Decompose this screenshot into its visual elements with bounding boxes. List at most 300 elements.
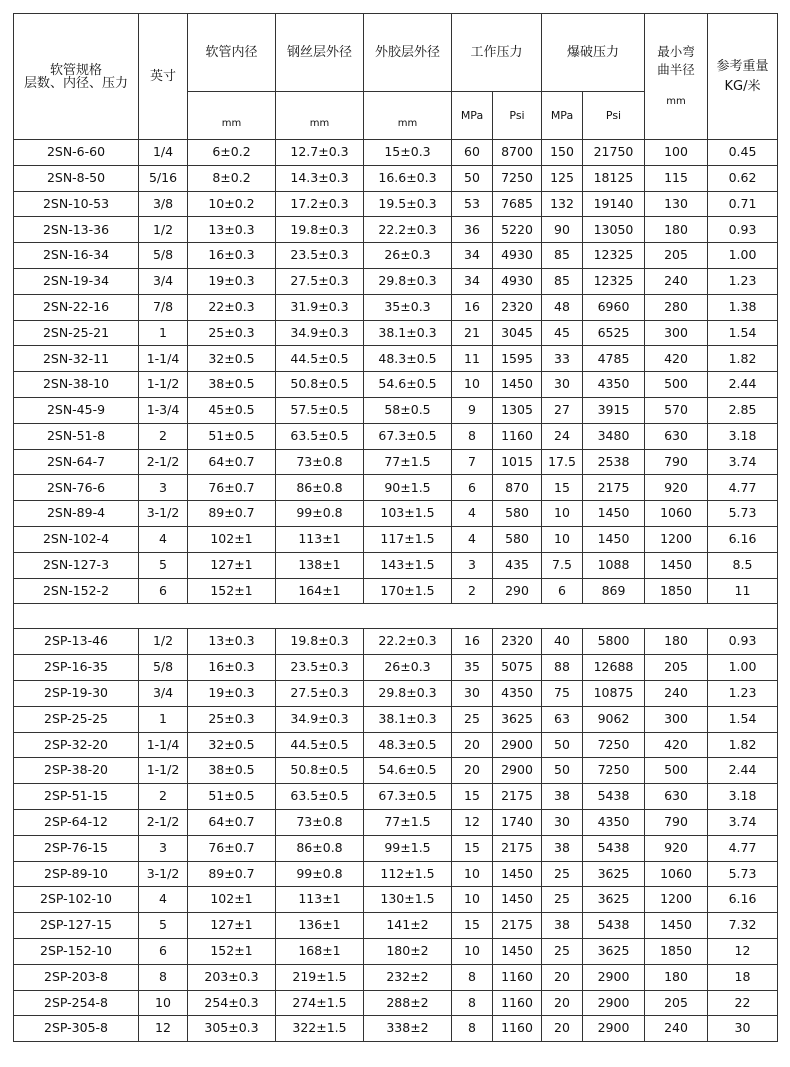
cell-inch: 1-1/2 bbox=[139, 372, 188, 398]
cell-working-mpa: 16 bbox=[452, 629, 493, 655]
cell-burst-mpa: 20 bbox=[542, 964, 583, 990]
cell-weight: 0.93 bbox=[708, 629, 778, 655]
cell-model: 2SN-64-7 bbox=[14, 449, 139, 475]
cell-burst-mpa: 20 bbox=[542, 1016, 583, 1042]
cell-burst-psi: 4350 bbox=[583, 809, 645, 835]
cell-inner-diameter: 6±0.2 bbox=[188, 140, 276, 166]
cell-weight: 0.45 bbox=[708, 140, 778, 166]
cell-bend-radius: 300 bbox=[645, 320, 708, 346]
unit-cover-mm: mm bbox=[364, 92, 452, 140]
cell-wire-od: 27.5±0.3 bbox=[276, 680, 364, 706]
cell-working-psi: 2900 bbox=[493, 758, 542, 784]
cell-bend-radius: 240 bbox=[645, 268, 708, 294]
cell-bend-radius: 240 bbox=[645, 1016, 708, 1042]
unit-working-psi: Psi bbox=[493, 92, 542, 140]
cell-burst-mpa: 30 bbox=[542, 809, 583, 835]
cell-working-mpa: 8 bbox=[452, 990, 493, 1016]
cell-wire-od: 23.5±0.3 bbox=[276, 655, 364, 681]
cell-working-psi: 1160 bbox=[493, 990, 542, 1016]
table-row bbox=[14, 372, 778, 398]
cell-wire-od: 50.8±0.5 bbox=[276, 758, 364, 784]
cell-model: 2SN-89-4 bbox=[14, 501, 139, 527]
cell-inner-diameter: 127±1 bbox=[188, 552, 276, 578]
table-row bbox=[14, 680, 778, 706]
cell-inch: 1 bbox=[139, 706, 188, 732]
unit-burst-mpa: MPa bbox=[542, 92, 583, 140]
cell-bend-radius: 420 bbox=[645, 346, 708, 372]
cell-weight: 5.73 bbox=[708, 501, 778, 527]
cell-burst-mpa: 125 bbox=[542, 165, 583, 191]
cell-burst-mpa: 50 bbox=[542, 732, 583, 758]
header-working-pressure: 工作压力 bbox=[452, 14, 542, 92]
header-inner-diameter: 软管内径 bbox=[188, 14, 276, 92]
unit-burst-psi: Psi bbox=[583, 92, 645, 140]
header-weight bbox=[708, 14, 778, 140]
cell-wire-od: 50.8±0.5 bbox=[276, 372, 364, 398]
cell-burst-mpa: 10 bbox=[542, 501, 583, 527]
cell-burst-psi: 1088 bbox=[583, 552, 645, 578]
cell-working-psi: 1450 bbox=[493, 938, 542, 964]
cell-burst-psi: 3915 bbox=[583, 397, 645, 423]
cell-weight: 3.74 bbox=[708, 449, 778, 475]
cell-cover-od: 48.3±0.5 bbox=[364, 732, 452, 758]
cell-inch: 1/4 bbox=[139, 140, 188, 166]
cell-inner-diameter: 89±0.7 bbox=[188, 861, 276, 887]
cell-burst-mpa: 50 bbox=[542, 758, 583, 784]
cell-cover-od: 54.6±0.5 bbox=[364, 758, 452, 784]
cell-inch: 10 bbox=[139, 990, 188, 1016]
cell-inch: 12 bbox=[139, 1016, 188, 1042]
cell-inner-diameter: 16±0.3 bbox=[188, 243, 276, 269]
header-burst-pressure: 爆破压力 bbox=[542, 14, 645, 92]
cell-bend-radius: 300 bbox=[645, 706, 708, 732]
cell-weight: 1.54 bbox=[708, 320, 778, 346]
cell-model: 2SP-13-46 bbox=[14, 629, 139, 655]
table-row bbox=[14, 423, 778, 449]
cell-wire-od: 44.5±0.5 bbox=[276, 732, 364, 758]
cell-burst-mpa: 85 bbox=[542, 268, 583, 294]
cell-burst-mpa: 48 bbox=[542, 294, 583, 320]
cell-working-psi: 5075 bbox=[493, 655, 542, 681]
cell-burst-mpa: 63 bbox=[542, 706, 583, 732]
cell-cover-od: 90±1.5 bbox=[364, 475, 452, 501]
table-row bbox=[14, 449, 778, 475]
table-row bbox=[14, 809, 778, 835]
cell-inch: 5/8 bbox=[139, 655, 188, 681]
cell-working-mpa: 10 bbox=[452, 887, 493, 913]
cell-wire-od: 12.7±0.3 bbox=[276, 140, 364, 166]
cell-wire-od: 19.8±0.3 bbox=[276, 629, 364, 655]
cell-inner-diameter: 152±1 bbox=[188, 938, 276, 964]
cell-model: 2SN-51-8 bbox=[14, 423, 139, 449]
cell-working-psi: 1015 bbox=[493, 449, 542, 475]
cell-working-mpa: 20 bbox=[452, 732, 493, 758]
cell-working-psi: 1160 bbox=[493, 964, 542, 990]
cell-working-psi: 4930 bbox=[493, 243, 542, 269]
cell-working-mpa: 30 bbox=[452, 680, 493, 706]
cell-working-psi: 580 bbox=[493, 501, 542, 527]
cell-inner-diameter: 51±0.5 bbox=[188, 784, 276, 810]
cell-burst-psi: 4785 bbox=[583, 346, 645, 372]
cell-inner-diameter: 25±0.3 bbox=[188, 706, 276, 732]
cell-working-psi: 7250 bbox=[493, 165, 542, 191]
cell-inch: 1/2 bbox=[139, 217, 188, 243]
cell-weight: 0.71 bbox=[708, 191, 778, 217]
cell-inch: 2 bbox=[139, 423, 188, 449]
cell-inch: 2-1/2 bbox=[139, 809, 188, 835]
cell-inner-diameter: 305±0.3 bbox=[188, 1016, 276, 1042]
header-weight-line2: KG/米 bbox=[724, 78, 761, 94]
cell-burst-mpa: 30 bbox=[542, 372, 583, 398]
cell-bend-radius: 790 bbox=[645, 449, 708, 475]
cell-cover-od: 26±0.3 bbox=[364, 243, 452, 269]
table-row bbox=[14, 552, 778, 578]
cell-inch: 5/8 bbox=[139, 243, 188, 269]
cell-wire-od: 168±1 bbox=[276, 938, 364, 964]
cell-working-mpa: 53 bbox=[452, 191, 493, 217]
cell-wire-od: 113±1 bbox=[276, 526, 364, 552]
cell-model: 2SP-19-30 bbox=[14, 680, 139, 706]
table-row bbox=[14, 346, 778, 372]
sp-section bbox=[14, 629, 778, 1042]
cell-wire-od: 86±0.8 bbox=[276, 475, 364, 501]
cell-inch: 1-3/4 bbox=[139, 397, 188, 423]
cell-working-psi: 2320 bbox=[493, 294, 542, 320]
cell-working-mpa: 21 bbox=[452, 320, 493, 346]
cell-model: 2SP-127-15 bbox=[14, 913, 139, 939]
cell-wire-od: 99±0.8 bbox=[276, 861, 364, 887]
cell-bend-radius: 1200 bbox=[645, 526, 708, 552]
cell-burst-psi: 19140 bbox=[583, 191, 645, 217]
cell-wire-od: 63.5±0.5 bbox=[276, 784, 364, 810]
cell-bend-radius: 280 bbox=[645, 294, 708, 320]
cell-inner-diameter: 64±0.7 bbox=[188, 809, 276, 835]
header-min-bend-radius bbox=[645, 14, 708, 140]
cell-burst-mpa: 40 bbox=[542, 629, 583, 655]
cell-working-psi: 1740 bbox=[493, 809, 542, 835]
cell-inch: 1/2 bbox=[139, 629, 188, 655]
cell-burst-mpa: 25 bbox=[542, 887, 583, 913]
cell-inch: 3/4 bbox=[139, 680, 188, 706]
cell-inch: 7/8 bbox=[139, 294, 188, 320]
cell-cover-od: 170±1.5 bbox=[364, 578, 452, 604]
cell-burst-psi: 12325 bbox=[583, 243, 645, 269]
header-weight-line1: 参考重量 bbox=[716, 58, 769, 74]
cell-model: 2SP-38-20 bbox=[14, 758, 139, 784]
cell-burst-mpa: 27 bbox=[542, 397, 583, 423]
cell-weight: 3.18 bbox=[708, 784, 778, 810]
cell-bend-radius: 500 bbox=[645, 758, 708, 784]
cell-burst-psi: 1450 bbox=[583, 501, 645, 527]
table-row bbox=[14, 526, 778, 552]
cell-working-psi: 1595 bbox=[493, 346, 542, 372]
cell-cover-od: 338±2 bbox=[364, 1016, 452, 1042]
cell-cover-od: 19.5±0.3 bbox=[364, 191, 452, 217]
cell-inch: 6 bbox=[139, 578, 188, 604]
cell-inch: 5 bbox=[139, 552, 188, 578]
table-row bbox=[14, 578, 778, 604]
cell-burst-mpa: 10 bbox=[542, 526, 583, 552]
cell-inner-diameter: 32±0.5 bbox=[188, 732, 276, 758]
cell-inner-diameter: 13±0.3 bbox=[188, 629, 276, 655]
cell-working-mpa: 10 bbox=[452, 372, 493, 398]
cell-weight: 30 bbox=[708, 1016, 778, 1042]
cell-burst-mpa: 85 bbox=[542, 243, 583, 269]
cell-working-mpa: 10 bbox=[452, 861, 493, 887]
table-row bbox=[14, 1016, 778, 1042]
cell-inch: 3 bbox=[139, 475, 188, 501]
cell-inch: 8 bbox=[139, 964, 188, 990]
cell-bend-radius: 630 bbox=[645, 784, 708, 810]
cell-working-mpa: 34 bbox=[452, 268, 493, 294]
cell-burst-psi: 9062 bbox=[583, 706, 645, 732]
cell-bend-radius: 205 bbox=[645, 243, 708, 269]
cell-bend-radius: 1450 bbox=[645, 913, 708, 939]
cell-wire-od: 99±0.8 bbox=[276, 501, 364, 527]
cell-burst-psi: 5438 bbox=[583, 784, 645, 810]
cell-cover-od: 180±2 bbox=[364, 938, 452, 964]
table-row bbox=[14, 475, 778, 501]
cell-working-mpa: 35 bbox=[452, 655, 493, 681]
cell-working-psi: 7685 bbox=[493, 191, 542, 217]
cell-inner-diameter: 19±0.3 bbox=[188, 680, 276, 706]
cell-burst-psi: 12688 bbox=[583, 655, 645, 681]
cell-working-mpa: 8 bbox=[452, 1016, 493, 1042]
cell-bend-radius: 1060 bbox=[645, 861, 708, 887]
cell-cover-od: 112±1.5 bbox=[364, 861, 452, 887]
cell-working-psi: 3045 bbox=[493, 320, 542, 346]
cell-wire-od: 219±1.5 bbox=[276, 964, 364, 990]
cell-model: 2SP-89-10 bbox=[14, 861, 139, 887]
cell-burst-psi: 3625 bbox=[583, 938, 645, 964]
cell-bend-radius: 1060 bbox=[645, 501, 708, 527]
header-spec-line1: 软管规格 bbox=[49, 62, 102, 78]
table-row bbox=[14, 268, 778, 294]
cell-model: 2SN-127-3 bbox=[14, 552, 139, 578]
cell-weight: 5.73 bbox=[708, 861, 778, 887]
cell-working-mpa: 50 bbox=[452, 165, 493, 191]
cell-working-mpa: 9 bbox=[452, 397, 493, 423]
cell-burst-mpa: 150 bbox=[542, 140, 583, 166]
cell-burst-mpa: 88 bbox=[542, 655, 583, 681]
cell-model: 2SN-32-11 bbox=[14, 346, 139, 372]
cell-working-psi: 4350 bbox=[493, 680, 542, 706]
table-row bbox=[14, 501, 778, 527]
cell-working-mpa: 20 bbox=[452, 758, 493, 784]
cell-cover-od: 29.8±0.3 bbox=[364, 680, 452, 706]
cell-weight: 3.74 bbox=[708, 809, 778, 835]
cell-model: 2SP-25-25 bbox=[14, 706, 139, 732]
cell-bend-radius: 570 bbox=[645, 397, 708, 423]
cell-weight: 2.85 bbox=[708, 397, 778, 423]
cell-working-psi: 870 bbox=[493, 475, 542, 501]
cell-model: 2SP-51-15 bbox=[14, 784, 139, 810]
cell-burst-mpa: 20 bbox=[542, 990, 583, 1016]
cell-burst-psi: 7250 bbox=[583, 732, 645, 758]
cell-burst-psi: 5800 bbox=[583, 629, 645, 655]
cell-inner-diameter: 45±0.5 bbox=[188, 397, 276, 423]
cell-inner-diameter: 10±0.2 bbox=[188, 191, 276, 217]
cell-inch: 2-1/2 bbox=[139, 449, 188, 475]
cell-cover-od: 117±1.5 bbox=[364, 526, 452, 552]
cell-wire-od: 136±1 bbox=[276, 913, 364, 939]
table-row bbox=[14, 784, 778, 810]
cell-working-psi: 2320 bbox=[493, 629, 542, 655]
cell-inner-diameter: 8±0.2 bbox=[188, 165, 276, 191]
cell-working-mpa: 25 bbox=[452, 706, 493, 732]
cell-cover-od: 15±0.3 bbox=[364, 140, 452, 166]
cell-working-psi: 435 bbox=[493, 552, 542, 578]
cell-burst-mpa: 25 bbox=[542, 938, 583, 964]
cell-model: 2SN-45-9 bbox=[14, 397, 139, 423]
table-row bbox=[14, 990, 778, 1016]
cell-cover-od: 103±1.5 bbox=[364, 501, 452, 527]
cell-inch: 3/4 bbox=[139, 268, 188, 294]
cell-working-mpa: 6 bbox=[452, 475, 493, 501]
cell-wire-od: 34.9±0.3 bbox=[276, 706, 364, 732]
cell-burst-psi: 2900 bbox=[583, 964, 645, 990]
cell-inch: 6 bbox=[139, 938, 188, 964]
cell-bend-radius: 920 bbox=[645, 475, 708, 501]
cell-inner-diameter: 127±1 bbox=[188, 913, 276, 939]
cell-burst-mpa: 15 bbox=[542, 475, 583, 501]
cell-bend-radius: 130 bbox=[645, 191, 708, 217]
cell-burst-psi: 1450 bbox=[583, 526, 645, 552]
cell-cover-od: 143±1.5 bbox=[364, 552, 452, 578]
cell-bend-radius: 115 bbox=[645, 165, 708, 191]
cell-weight: 22 bbox=[708, 990, 778, 1016]
cell-model: 2SP-64-12 bbox=[14, 809, 139, 835]
cell-bend-radius: 790 bbox=[645, 809, 708, 835]
cell-weight: 11 bbox=[708, 578, 778, 604]
cell-inner-diameter: 76±0.7 bbox=[188, 835, 276, 861]
cell-working-psi: 5220 bbox=[493, 217, 542, 243]
cell-model: 2SN-10-53 bbox=[14, 191, 139, 217]
cell-inner-diameter: 102±1 bbox=[188, 887, 276, 913]
cell-burst-psi: 2175 bbox=[583, 475, 645, 501]
cell-working-psi: 4930 bbox=[493, 268, 542, 294]
cell-model: 2SP-305-8 bbox=[14, 1016, 139, 1042]
cell-inch: 1-1/2 bbox=[139, 758, 188, 784]
header-bend-unit: mm bbox=[666, 95, 686, 107]
table-row bbox=[14, 835, 778, 861]
cell-working-mpa: 3 bbox=[452, 552, 493, 578]
cell-inner-diameter: 51±0.5 bbox=[188, 423, 276, 449]
cell-inch: 1 bbox=[139, 320, 188, 346]
table-row bbox=[14, 732, 778, 758]
cell-working-mpa: 8 bbox=[452, 423, 493, 449]
cell-inch: 1-1/4 bbox=[139, 732, 188, 758]
cell-model: 2SN-6-60 bbox=[14, 140, 139, 166]
cell-burst-mpa: 24 bbox=[542, 423, 583, 449]
cell-weight: 7.32 bbox=[708, 913, 778, 939]
cell-working-mpa: 10 bbox=[452, 938, 493, 964]
cell-cover-od: 35±0.3 bbox=[364, 294, 452, 320]
cell-model: 2SN-152-2 bbox=[14, 578, 139, 604]
cell-wire-od: 57.5±0.5 bbox=[276, 397, 364, 423]
table-row bbox=[14, 887, 778, 913]
cell-working-mpa: 15 bbox=[452, 913, 493, 939]
cell-wire-od: 86±0.8 bbox=[276, 835, 364, 861]
cell-wire-od: 164±1 bbox=[276, 578, 364, 604]
cell-burst-mpa: 75 bbox=[542, 680, 583, 706]
cell-model: 2SN-25-21 bbox=[14, 320, 139, 346]
table-row bbox=[14, 397, 778, 423]
cell-wire-od: 63.5±0.5 bbox=[276, 423, 364, 449]
cell-inch: 2 bbox=[139, 784, 188, 810]
cell-burst-psi: 13050 bbox=[583, 217, 645, 243]
cell-inner-diameter: 203±0.3 bbox=[188, 964, 276, 990]
cell-model: 2SN-13-36 bbox=[14, 217, 139, 243]
cell-burst-psi: 3480 bbox=[583, 423, 645, 449]
cell-burst-mpa: 33 bbox=[542, 346, 583, 372]
table-row bbox=[14, 758, 778, 784]
cell-wire-od: 34.9±0.3 bbox=[276, 320, 364, 346]
cell-cover-od: 54.6±0.5 bbox=[364, 372, 452, 398]
cell-model: 2SP-102-10 bbox=[14, 887, 139, 913]
cell-weight: 1.38 bbox=[708, 294, 778, 320]
cell-wire-od: 73±0.8 bbox=[276, 449, 364, 475]
cell-cover-od: 67.3±0.5 bbox=[364, 784, 452, 810]
cell-inner-diameter: 22±0.3 bbox=[188, 294, 276, 320]
cell-model: 2SN-76-6 bbox=[14, 475, 139, 501]
table-row bbox=[14, 861, 778, 887]
cell-inner-diameter: 25±0.3 bbox=[188, 320, 276, 346]
cell-inner-diameter: 152±1 bbox=[188, 578, 276, 604]
cell-burst-mpa: 90 bbox=[542, 217, 583, 243]
cell-model: 2SN-38-10 bbox=[14, 372, 139, 398]
cell-cover-od: 141±2 bbox=[364, 913, 452, 939]
table-row bbox=[14, 913, 778, 939]
cell-bend-radius: 1450 bbox=[645, 552, 708, 578]
cell-inner-diameter: 89±0.7 bbox=[188, 501, 276, 527]
cell-burst-psi: 5438 bbox=[583, 913, 645, 939]
cell-bend-radius: 1850 bbox=[645, 578, 708, 604]
cell-working-mpa: 7 bbox=[452, 449, 493, 475]
cell-burst-mpa: 6 bbox=[542, 578, 583, 604]
cell-model: 2SN-102-4 bbox=[14, 526, 139, 552]
table-row bbox=[14, 629, 778, 655]
cell-cover-od: 232±2 bbox=[364, 964, 452, 990]
table-row bbox=[14, 243, 778, 269]
cell-burst-mpa: 25 bbox=[542, 861, 583, 887]
unit-inner-mm: mm bbox=[188, 92, 276, 140]
header-inch: 英寸 bbox=[139, 14, 188, 140]
cell-cover-od: 77±1.5 bbox=[364, 449, 452, 475]
cell-cover-od: 22.2±0.3 bbox=[364, 629, 452, 655]
cell-model: 2SP-152-10 bbox=[14, 938, 139, 964]
cell-inch: 3/8 bbox=[139, 191, 188, 217]
cell-wire-od: 19.8±0.3 bbox=[276, 217, 364, 243]
cell-burst-mpa: 38 bbox=[542, 784, 583, 810]
cell-weight: 3.18 bbox=[708, 423, 778, 449]
cell-wire-od: 31.9±0.3 bbox=[276, 294, 364, 320]
cell-working-psi: 1450 bbox=[493, 372, 542, 398]
cell-inner-diameter: 64±0.7 bbox=[188, 449, 276, 475]
cell-working-psi: 1450 bbox=[493, 887, 542, 913]
cell-inch: 1-1/4 bbox=[139, 346, 188, 372]
cell-inner-diameter: 32±0.5 bbox=[188, 346, 276, 372]
cell-inner-diameter: 38±0.5 bbox=[188, 758, 276, 784]
cell-bend-radius: 240 bbox=[645, 680, 708, 706]
cell-model: 2SP-16-35 bbox=[14, 655, 139, 681]
table-row bbox=[14, 140, 778, 166]
cell-working-mpa: 15 bbox=[452, 835, 493, 861]
cell-bend-radius: 630 bbox=[645, 423, 708, 449]
cell-weight: 1.00 bbox=[708, 655, 778, 681]
cell-weight: 18 bbox=[708, 964, 778, 990]
cell-cover-od: 38.1±0.3 bbox=[364, 320, 452, 346]
